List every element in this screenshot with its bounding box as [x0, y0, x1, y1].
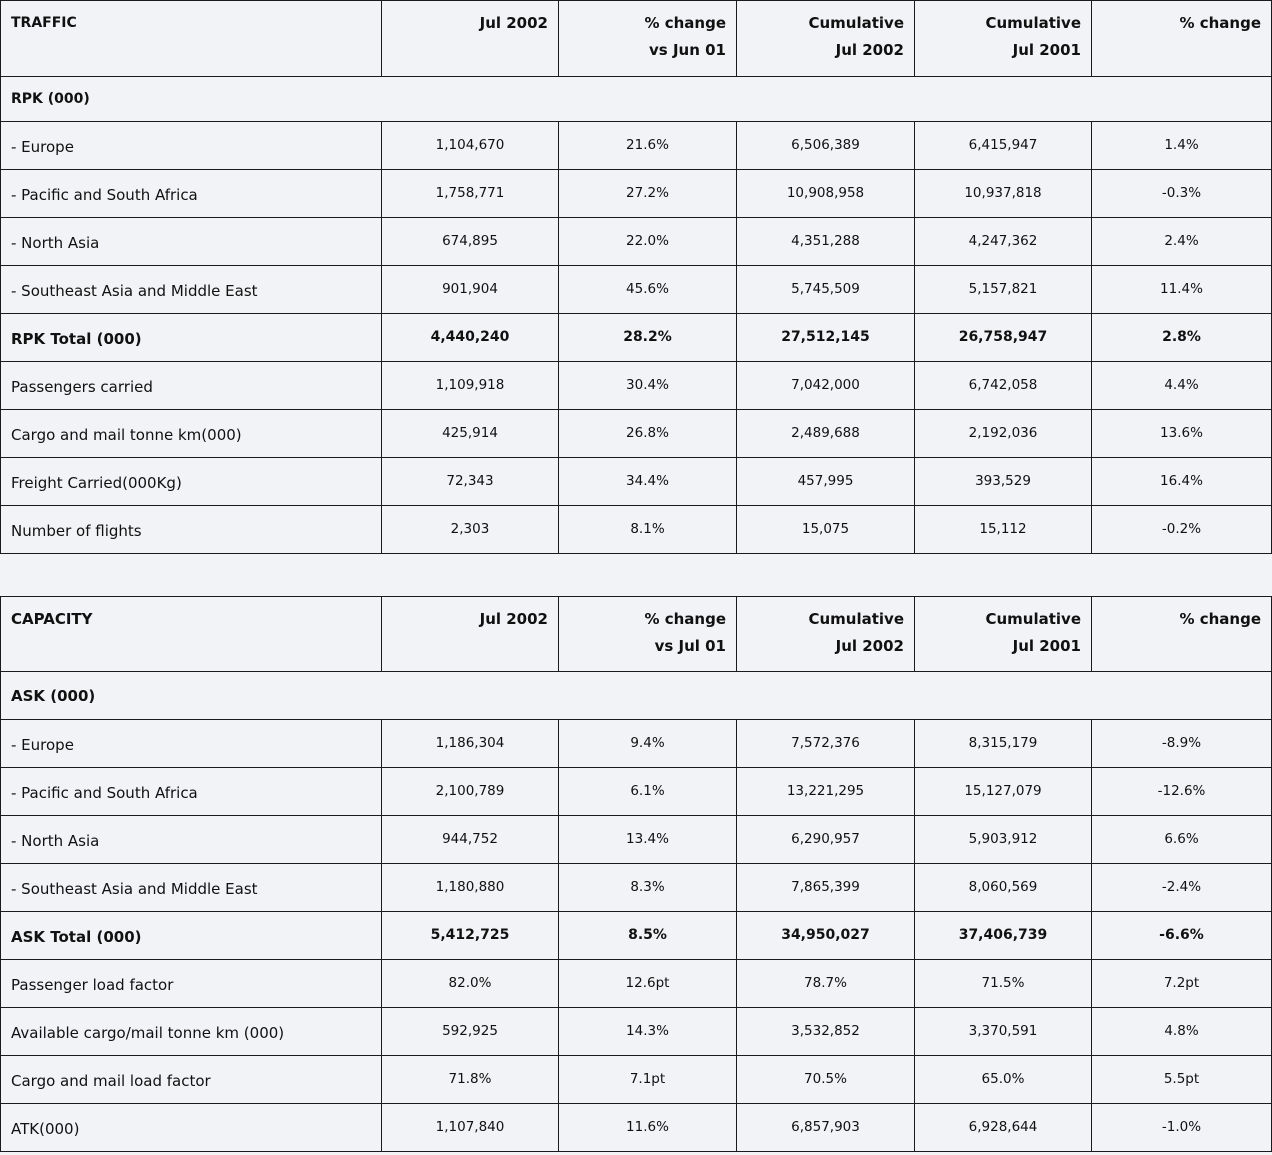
table-cell: 30.4% — [559, 362, 737, 410]
table-cell: 2,192,036 — [915, 410, 1092, 458]
table-cell: -0.3% — [1092, 170, 1272, 218]
table-cell: 27,512,145 — [737, 314, 915, 362]
table-row — [1, 506, 1272, 554]
table-cell: 71.5% — [915, 960, 1092, 1008]
row-label: Cargo and mail tonne km(000) — [1, 410, 382, 458]
row-label: Freight Carried(000Kg) — [1, 458, 382, 506]
table-cell: 4,351,288 — [737, 218, 915, 266]
table-cell: 26.8% — [559, 410, 737, 458]
table-cell: 4,247,362 — [915, 218, 1092, 266]
table-cell: 14.3% — [559, 1008, 737, 1056]
table-cell: 5.5pt — [1092, 1056, 1272, 1104]
table-cell: -2.4% — [1092, 864, 1272, 912]
table-row — [1, 816, 1272, 864]
column-header: Jul 2002 — [382, 597, 559, 672]
table-row — [1, 1056, 1272, 1104]
column-header: % change vs Jul 01 — [559, 597, 737, 672]
row-label: ASK Total (000) — [1, 912, 382, 960]
section-label: RPK (000) — [1, 77, 1272, 122]
table-cell: 5,412,725 — [382, 912, 559, 960]
table-cell: 11.6% — [559, 1104, 737, 1152]
table-cell: 13.4% — [559, 816, 737, 864]
table-cell: 393,529 — [915, 458, 1092, 506]
table-cell: 34.4% — [559, 458, 737, 506]
table-cell: 65.0% — [915, 1056, 1092, 1104]
table-row — [1, 218, 1272, 266]
table-cell: 4,440,240 — [382, 314, 559, 362]
table-cell: 6,742,058 — [915, 362, 1092, 410]
column-header: % change — [1092, 597, 1272, 672]
section-label: ASK (000) — [1, 672, 1272, 720]
column-header: Jul 2002 — [382, 1, 559, 77]
table-cell: 944,752 — [382, 816, 559, 864]
table-row — [1, 362, 1272, 410]
table-cell: 6.1% — [559, 768, 737, 816]
table-cell: 2,303 — [382, 506, 559, 554]
total-row — [1, 912, 1272, 960]
table-cell: 78.7% — [737, 960, 915, 1008]
table-cell: 1,758,771 — [382, 170, 559, 218]
table-row — [1, 768, 1272, 816]
row-label: - North Asia — [1, 816, 382, 864]
table-cell: 6,290,957 — [737, 816, 915, 864]
table-cell: 15,112 — [915, 506, 1092, 554]
table-cell: 13,221,295 — [737, 768, 915, 816]
table-cell: 28.2% — [559, 314, 737, 362]
row-label: Passengers carried — [1, 362, 382, 410]
table-cell: 3,532,852 — [737, 1008, 915, 1056]
table-row — [1, 266, 1272, 314]
row-label: - Pacific and South Africa — [1, 170, 382, 218]
traffic-header-row — [1, 1, 1272, 77]
table-cell: 37,406,739 — [915, 912, 1092, 960]
table-cell: -6.6% — [1092, 912, 1272, 960]
capacity-title: CAPACITY — [1, 597, 382, 672]
column-header: Cumulative Jul 2002 — [737, 597, 915, 672]
table-cell: 9.4% — [559, 720, 737, 768]
table-cell: 7,865,399 — [737, 864, 915, 912]
table-cell: 1,186,304 — [382, 720, 559, 768]
table-row — [1, 960, 1272, 1008]
total-row — [1, 314, 1272, 362]
table-cell: 15,075 — [737, 506, 915, 554]
column-header: Cumulative Jul 2001 — [915, 1, 1092, 77]
table-cell: 72,343 — [382, 458, 559, 506]
table-cell: 8,315,179 — [915, 720, 1092, 768]
table-row — [1, 720, 1272, 768]
table-cell: -8.9% — [1092, 720, 1272, 768]
table-row — [1, 458, 1272, 506]
table-cell: 8,060,569 — [915, 864, 1092, 912]
table-cell: 3,370,591 — [915, 1008, 1092, 1056]
table-cell: 70.5% — [737, 1056, 915, 1104]
table-cell: -1.0% — [1092, 1104, 1272, 1152]
row-label: - Southeast Asia and Middle East — [1, 864, 382, 912]
table-cell: 8.3% — [559, 864, 737, 912]
table-cell: -0.2% — [1092, 506, 1272, 554]
capacity-section-row — [1, 672, 1272, 720]
table-cell: 34,950,027 — [737, 912, 915, 960]
table-cell: -12.6% — [1092, 768, 1272, 816]
table-cell: 7,572,376 — [737, 720, 915, 768]
table-cell: 10,908,958 — [737, 170, 915, 218]
row-label: - Pacific and South Africa — [1, 768, 382, 816]
row-label: ATK(000) — [1, 1104, 382, 1152]
table-cell: 4.4% — [1092, 362, 1272, 410]
table-cell: 592,925 — [382, 1008, 559, 1056]
table-cell: 7.1pt — [559, 1056, 737, 1104]
table-cell: 15,127,079 — [915, 768, 1092, 816]
table-cell: 8.5% — [559, 912, 737, 960]
table-cell: 4.8% — [1092, 1008, 1272, 1056]
table-cell: 13.6% — [1092, 410, 1272, 458]
column-header: Cumulative Jul 2001 — [915, 597, 1092, 672]
column-header: % change — [1092, 1, 1272, 77]
table-cell: 2,489,688 — [737, 410, 915, 458]
column-header: Cumulative Jul 2002 — [737, 1, 915, 77]
table-cell: 901,904 — [382, 266, 559, 314]
table-cell: 1,107,840 — [382, 1104, 559, 1152]
table-cell: 16.4% — [1092, 458, 1272, 506]
table-cell: 1.4% — [1092, 122, 1272, 170]
table-cell: 6,506,389 — [737, 122, 915, 170]
table-cell: 1,104,670 — [382, 122, 559, 170]
table-cell: 425,914 — [382, 410, 559, 458]
table-cell: 5,903,912 — [915, 816, 1092, 864]
table-cell: 27.2% — [559, 170, 737, 218]
table-cell: 22.0% — [559, 218, 737, 266]
capacity-header-row — [1, 597, 1272, 672]
table-cell: 5,157,821 — [915, 266, 1092, 314]
table-cell: 12.6pt — [559, 960, 737, 1008]
table-cell: 7.2pt — [1092, 960, 1272, 1008]
row-label: Number of flights — [1, 506, 382, 554]
capacity-table — [0, 596, 1272, 1152]
table-cell: 26,758,947 — [915, 314, 1092, 362]
table-cell: 6,857,903 — [737, 1104, 915, 1152]
row-label: Passenger load factor — [1, 960, 382, 1008]
row-label: - Southeast Asia and Middle East — [1, 266, 382, 314]
table-cell: 674,895 — [382, 218, 559, 266]
row-label: RPK Total (000) — [1, 314, 382, 362]
table-cell: 21.6% — [559, 122, 737, 170]
row-label: Cargo and mail load factor — [1, 1056, 382, 1104]
row-label: - North Asia — [1, 218, 382, 266]
row-label: - Europe — [1, 122, 382, 170]
traffic-table — [0, 0, 1272, 554]
table-cell: 82.0% — [382, 960, 559, 1008]
table-cell: 5,745,509 — [737, 266, 915, 314]
table-cell: 1,109,918 — [382, 362, 559, 410]
table-cell: 2,100,789 — [382, 768, 559, 816]
table-cell: 45.6% — [559, 266, 737, 314]
table-cell: 7,042,000 — [737, 362, 915, 410]
table-cell: 6,928,644 — [915, 1104, 1092, 1152]
column-header: % change vs Jun 01 — [559, 1, 737, 77]
table-row — [1, 1104, 1272, 1152]
table-cell: 2.4% — [1092, 218, 1272, 266]
table-cell: 457,995 — [737, 458, 915, 506]
table-cell: 11.4% — [1092, 266, 1272, 314]
traffic-section-row — [1, 77, 1272, 122]
table-row — [1, 1008, 1272, 1056]
table-cell: 10,937,818 — [915, 170, 1092, 218]
table-row — [1, 864, 1272, 912]
table-cell: 1,180,880 — [382, 864, 559, 912]
table-cell: 71.8% — [382, 1056, 559, 1104]
row-label: - Europe — [1, 720, 382, 768]
row-label: Available cargo/mail tonne km (000) — [1, 1008, 382, 1056]
table-row — [1, 122, 1272, 170]
table-cell: 2.8% — [1092, 314, 1272, 362]
table-cell: 6,415,947 — [915, 122, 1092, 170]
traffic-title: TRAFFIC — [1, 1, 382, 77]
table-cell: 8.1% — [559, 506, 737, 554]
table-row — [1, 410, 1272, 458]
table-cell: 6.6% — [1092, 816, 1272, 864]
table-row — [1, 170, 1272, 218]
